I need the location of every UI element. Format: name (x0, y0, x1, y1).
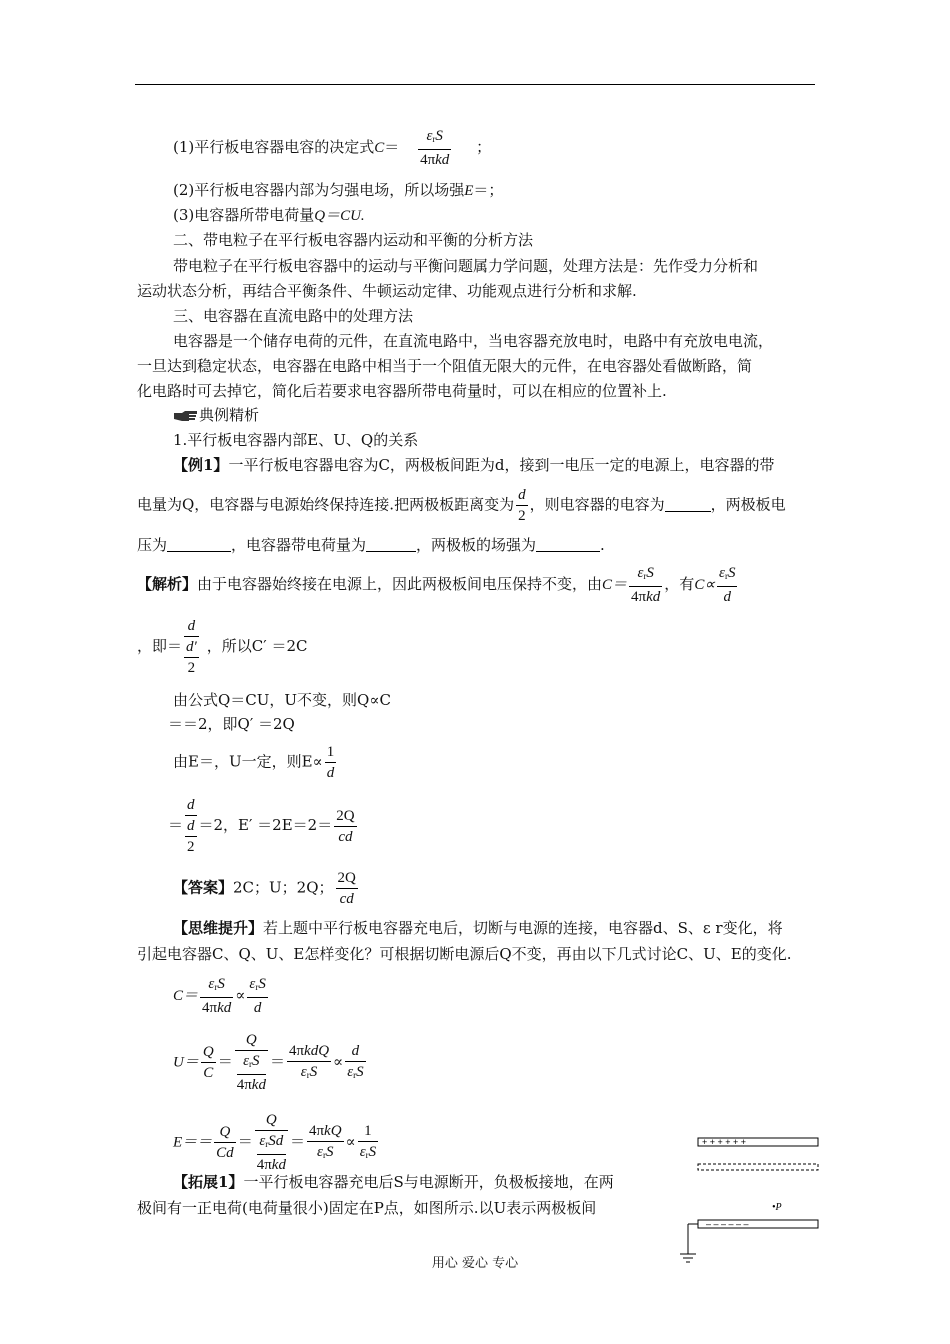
thinking-line-2: 引起电容器C、Q、U、E怎样变化？可根据切断电源后Q不变，再由以下几式讨论C、U、E的变化. (137, 945, 792, 963)
answer-blank-2 (167, 537, 231, 552)
field-strength-line: (2)平行板电容器内部为匀强电场，所以场强E＝； (173, 181, 504, 199)
formula-u: U＝ $\frac{Q}{C}$ ＝ $\frac{Q}{\frac{\varepsilon_rS}{\text{4πkd}}}$ ＝ $\frac{\text{4πkdQ}}{\varepsilon_rS}$ ∝ $\frac{d}{\varepsilon_rS}$ (173, 1032, 364, 1093)
subtopic-1: 1.平行板电容器内部E、U、Q的关系 (173, 431, 419, 449)
solution-line-1: 【解析】由于电容器始终接在电源上，因此两极板间电压保持不变，由C＝ $\frac{\varepsilon_rS}{\text{4πkd}}$ ，有C∝ $\frac{\varepsilon_rS}{d}$ (137, 565, 736, 605)
positive-charges: + + + + + + (702, 1137, 747, 1147)
example-1-line-3: 压为 ，电容器带电荷量为 ，两极板的场强为 . (137, 536, 605, 554)
section-3-title: 三、电容器在直流电路中的处理方法 (173, 307, 414, 325)
extension-1-line-2: 极间有一正电荷(电荷量很小)固定在P点，如图所示.以U表示两极板间 (137, 1199, 597, 1217)
section-2-body-1: 带电粒子在平行板电容器中的运动与平衡问题属力学问题，处理方法是：先作受力分析和 (173, 257, 759, 275)
capacitance-fraction: $\frac{\varepsilon_rS}{\text{4πkd}}$ (420, 128, 450, 168)
section-3-body-2: 一旦达到稳定状态，电容器在电路中相当于一个阻值无限大的元件，在电容器处看做断路，简 (137, 357, 753, 375)
example-1-line-2: 电量为Q，电容器与电源始终保持连接.把两极板距离变为 $\frac{d}{2}$ ，则电容器的电容为 ，两极板电 (137, 487, 786, 524)
extension-1-line-1: 【拓展1】一平行板电容器充电后S与电源断开，负极板接地，在两 (173, 1173, 614, 1191)
formula-c: C＝ $\frac{\varepsilon_rS}{\text{4πkd}}$ ∝ $\frac{\varepsilon_rS}{d}$ (173, 976, 266, 1016)
formula-capacitance-line: (1)平行板电容器电容的决定式C＝ $\frac{\varepsilon_rS}{\text{4πkd}}$ ； (173, 128, 492, 168)
answer-blank-3 (366, 537, 416, 552)
section-3-body-1: 电容器是一个储存电荷的元件，在直流电路中，当电容器充放电时，电路中有充放电电流， (173, 332, 774, 350)
solution-line-6: ＝ d d 2 ＝2，E′ ＝2E＝2＝ $\frac{2Q}{cd}$ (168, 797, 355, 855)
section-2-title: 二、带电粒子在平行板电容器内运动和平衡的分析方法 (173, 231, 534, 249)
answer-blank-1 (665, 497, 711, 512)
section-3-body-3: 化电路时可去掉它，简化后若要求电容器所带电荷量时，可以在相应的位置补上. (137, 382, 667, 400)
solution-line-3: 由公式Q＝CU，U不变，则Q∝C (173, 691, 391, 709)
answer-line: 【答案】2C；U；2Q； $\frac{2Q}{cd}$ (173, 870, 356, 907)
answer-blank-4 (536, 537, 600, 552)
solution-line-4: ＝＝2，即Q′ ＝2Q (168, 715, 295, 733)
solution-line-2: ，即＝ d d′ 2 ，所以C′ ＝2C (137, 618, 308, 676)
point-p-label: •P (772, 1202, 782, 1213)
solution-line-5: 由E＝，U一定，则E∝ $\frac{1}{d}$ (173, 744, 335, 781)
thinking-line-1: 【思维提升】若上题中平行板电容器充电后，切断与电源的连接，电容器d、S、ε r变化，将 (173, 919, 783, 937)
charge-line: (3)电容器所带电荷量Q＝CU. (173, 206, 365, 224)
header-rule (135, 84, 815, 85)
page-footer: 用心 爱心 专心 (431, 1256, 519, 1271)
formula-e: E＝＝ $\frac{Q}{Cd}$ ＝ $\frac{Q}{\frac{\varepsilon_rSd}{\text{4πkd}}}$ ＝ $\frac{\text{4πkQ}}{\varepsilon_rS}$ ∝ $\frac{1}{\varepsilon_rS}$ (173, 1112, 377, 1173)
section-2-body-2: 运动状态分析，再结合平衡条件、牛顿运动定律、功能观点进行分析和求解. (137, 282, 637, 300)
typical-examples-heading: 典例精析 (173, 405, 259, 425)
pointing-hand-icon (173, 410, 199, 422)
negative-charges: – – – – – – (706, 1219, 749, 1229)
example-1-line-1: 【例1】一平行板电容器电容为C，两极板间距为d，接到一电压一定的电源上，电容器的带 (173, 456, 775, 474)
